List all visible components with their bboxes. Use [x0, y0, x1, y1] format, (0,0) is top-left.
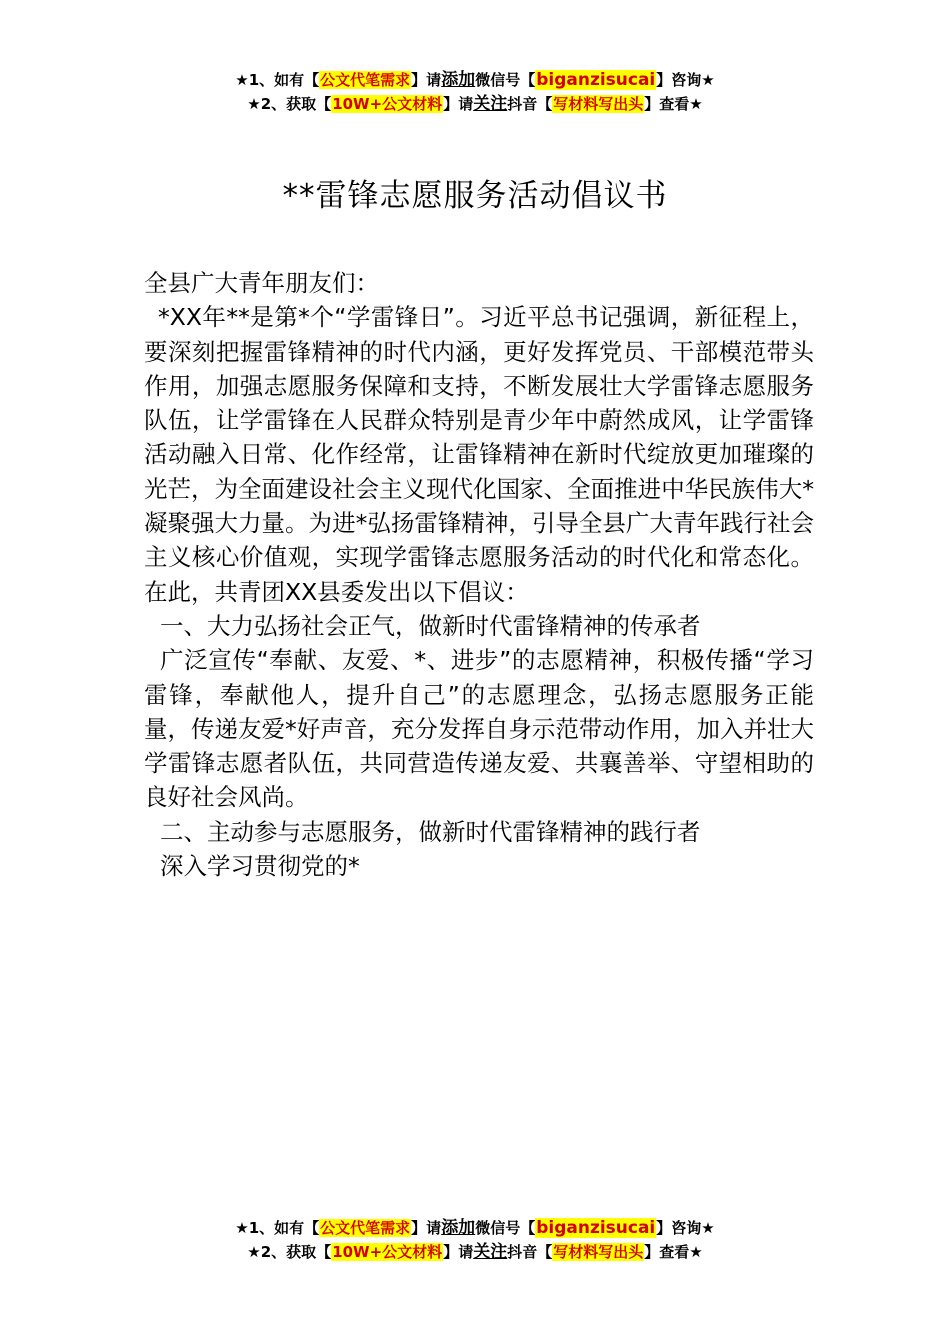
- banner-text: 1、如有【: [248, 71, 320, 89]
- section-1-body: 广泛宣传“奉献、友爱、*、进步”的志愿精神，积极传播“学习雷锋，奉献他人，提升自己”的志愿理念，弘扬志愿服务正能量，传递友爱*好声音，充分发挥自身示范带动作用，加入并壮大学雷锋志愿者队伍，共同营造传递友爱、共襄善举、守望相助的良好社会风尚。: [144, 646, 814, 812]
- highlight-douyin-account: 写材料写出头: [553, 1243, 644, 1261]
- banner-text: 2、获取【: [260, 1243, 332, 1261]
- star-icon: ★: [701, 71, 715, 89]
- banner-text: 】请: [411, 71, 442, 89]
- banner-text: 】查看: [644, 1243, 690, 1261]
- banner-line-1: [0, 1216, 950, 1240]
- banner-text: 】请: [411, 1219, 442, 1237]
- underlined-text: 关注: [473, 94, 508, 114]
- underlined-text: 关注: [473, 1242, 508, 1262]
- banner-text: 1、如有【: [248, 1219, 320, 1237]
- highlight-douyin-account: 写材料写出头: [553, 95, 644, 113]
- highlight-service: 公文代笔需求: [320, 71, 411, 89]
- star-icon: ★: [235, 71, 249, 89]
- star-icon: ★: [701, 1219, 715, 1237]
- top-banner: [0, 68, 950, 116]
- banner-text: 2、获取【: [260, 95, 332, 113]
- banner-text: 】咨询: [656, 71, 702, 89]
- banner-line-2: [0, 92, 950, 116]
- banner-text: 抖音【: [507, 95, 553, 113]
- document-body: [144, 266, 814, 883]
- banner-line-1: [0, 68, 950, 92]
- banner-text: 微信号【: [475, 1219, 536, 1237]
- highlight-materials: 10W+公文材料: [332, 95, 443, 113]
- banner-text: 】请: [443, 1243, 474, 1261]
- star-icon: ★: [235, 1219, 249, 1237]
- banner-text: 抖音【: [507, 1243, 553, 1261]
- highlight-materials: 10W+公文材料: [332, 1243, 443, 1261]
- highlight-wechat-id: biganzisucai: [536, 1218, 656, 1238]
- underlined-text: 添加: [441, 1218, 476, 1238]
- star-icon: ★: [689, 95, 703, 113]
- section-2-body: 深入学习贯彻党的*: [160, 852, 360, 881]
- highlight-wechat-id: biganzisucai: [536, 70, 656, 90]
- banner-text: 微信号【: [475, 71, 536, 89]
- salutation: 全县广大青年朋友们：: [144, 269, 379, 297]
- paragraph-intro: *XX年**是第*个“学雷锋日”。习近平总书记强调，新征程上，要深刻把握雷锋精神的时代内涵，更好发挥党员、干部模范带头作用，加强志愿服务保障和支持，不断发展壮大学雷锋志愿服务队伍，让学雷锋在人民群众特别是青少年中蔚然成风，让学雷锋活动融入日常、化作经常，让雷锋精神在新时代绽放更加璀璨的光芒，为全面建设社会主义现代化国家、全面推进中华民族伟大*凝聚强大力量。为进*弘扬雷锋精神，引导全县广大青年践行社会主义核心价值观，实现学雷锋志愿服务活动的时代化和常态化。在此，共青团XX县委发出以下倡议：: [144, 303, 814, 606]
- banner-text: 】咨询: [656, 1219, 702, 1237]
- star-icon: ★: [689, 1243, 703, 1261]
- document-title: **雷锋志愿服务活动倡议书: [282, 178, 668, 214]
- highlight-service: 公文代笔需求: [320, 1219, 411, 1237]
- star-icon: ★: [247, 95, 261, 113]
- banner-text: 】请: [443, 95, 474, 113]
- section-1-heading: 一、大力弘扬社会正气，做新时代雷锋精神的传承者: [160, 611, 701, 640]
- star-icon: ★: [247, 1243, 261, 1261]
- bottom-banner: [0, 1216, 950, 1264]
- underlined-text: 添加: [441, 70, 476, 90]
- banner-line-2: [0, 1240, 950, 1264]
- banner-text: 】查看: [644, 95, 690, 113]
- section-2-heading: 二、主动参与志愿服务，做新时代雷锋精神的践行者: [160, 817, 701, 846]
